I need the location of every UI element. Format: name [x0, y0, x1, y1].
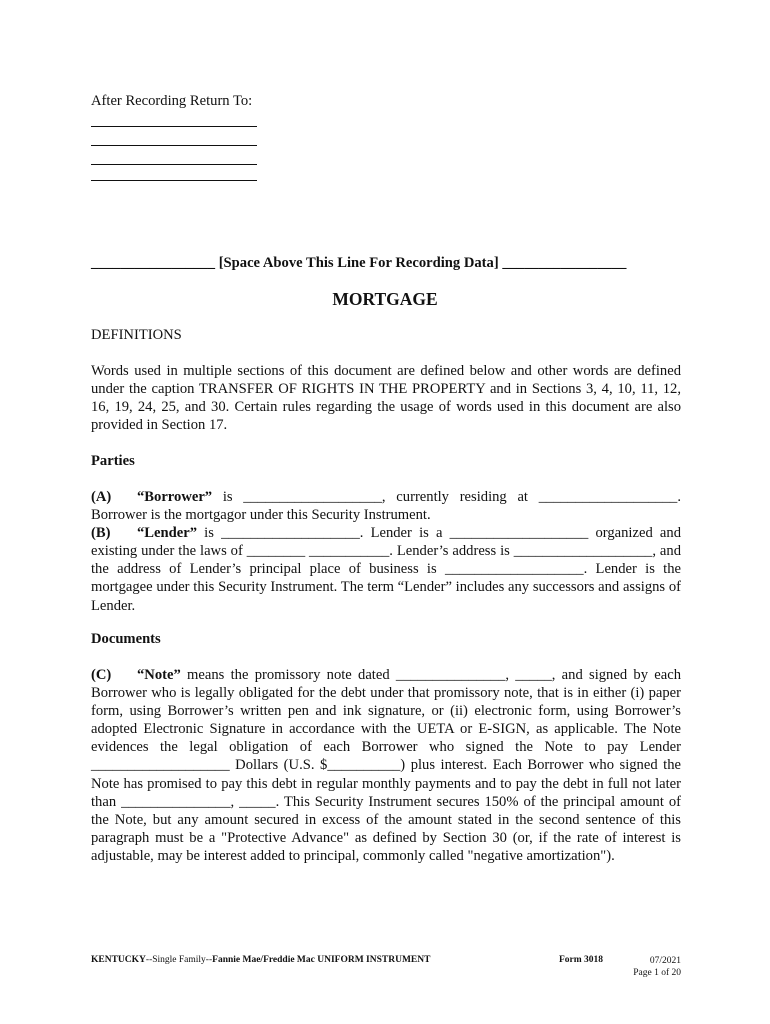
parties-heading: Parties: [91, 453, 135, 469]
return-address-line: [91, 145, 257, 146]
definitions-heading: DEFINITIONS: [91, 327, 182, 343]
note-definition: [91, 666, 681, 865]
return-address-line: [91, 126, 257, 127]
note-label: (C): [91, 667, 112, 683]
lender-text: is ___________________. Lender is a ___________________ organized and existing under the laws of ________ ___________. Lender’s address is ___________________, and the address of Lender’s principal place of business is ___________________. Lender is the mortgagee under this Security Instrument. The term “Lender” includes any successors and assigns of Lender.: [91, 525, 681, 614]
return-address-line: [91, 164, 257, 165]
lender-term: “Lender”: [137, 525, 197, 542]
footer-separator: --Single Family--: [145, 955, 213, 965]
lender-definition: [91, 524, 681, 614]
footer-instrument: [91, 955, 430, 965]
intro-paragraph: Words used in multiple sections of this document are defined below and other words are defined under the caption TRANSFER OF RIGHTS IN THE PROPERTY and in Sections 3, 4, 10, 11, 12, 16, 19, 24, 25, and 30. Certain rules regarding the usage of words used in this document are also provided in Section 17.: [91, 363, 681, 434]
return-to-label: After Recording Return To:: [91, 93, 253, 109]
borrower-text: is ___________________, currently residing at ___________________. Borrower is the mortgagor under this Security Instrument.: [91, 489, 681, 524]
note-term: “Note”: [137, 667, 181, 683]
footer-agencies: Fannie Mae/Freddie Mac UNIFORM INSTRUMENT: [212, 955, 431, 965]
lender-label: (B): [91, 525, 111, 542]
note-text: means the promissory note dated _______________, _____, and signed by each Borrower who is legally obligated for the debt under that promissory note, that is in either (i) paper form, using Borrower’s written pen and ink signature, or (ii) electronic form, using Borrower’s adopted Electronic Signature in accordance with the UETA or E-SIGN, as applicable. The Note evidences the legal obligation of each Borrower who signed the Note to pay Lender ___________________ Dollars (U.S. $__________) plus interest. Each Borrower who signed the Note has promised to pay this debt in regular monthly payments and to pay the debt in full not later than _______________, _____. This Security Instrument secures 150% of the principal amount of the Note, but any amount secured in excess of the amount stated in the second sentence of this paragraph must be a "Protective Advance" as defined by Section 30 (or, if the rate of interest is adjustable, may be interest added to principal, commonly called "negative amortization").: [91, 667, 681, 864]
documents-heading: Documents: [91, 631, 161, 647]
document-title: MORTGAGE: [332, 289, 438, 309]
return-address-line: [91, 180, 257, 181]
recording-data-separator: _________________ [Space Above This Line For Recording Data] _________________: [91, 255, 627, 271]
footer-date: 07/2021: [649, 956, 681, 966]
footer-page-number: Page 1 of 20: [633, 968, 681, 978]
footer-date-page: [633, 955, 681, 979]
footer-form-number: Form 3018: [559, 955, 604, 965]
borrower-definition: [91, 488, 681, 524]
borrower-term: “Borrower”: [137, 489, 213, 505]
parties-definitions: [91, 488, 681, 615]
borrower-label: (A): [91, 489, 112, 505]
footer-state: KENTUCKY: [91, 955, 146, 965]
